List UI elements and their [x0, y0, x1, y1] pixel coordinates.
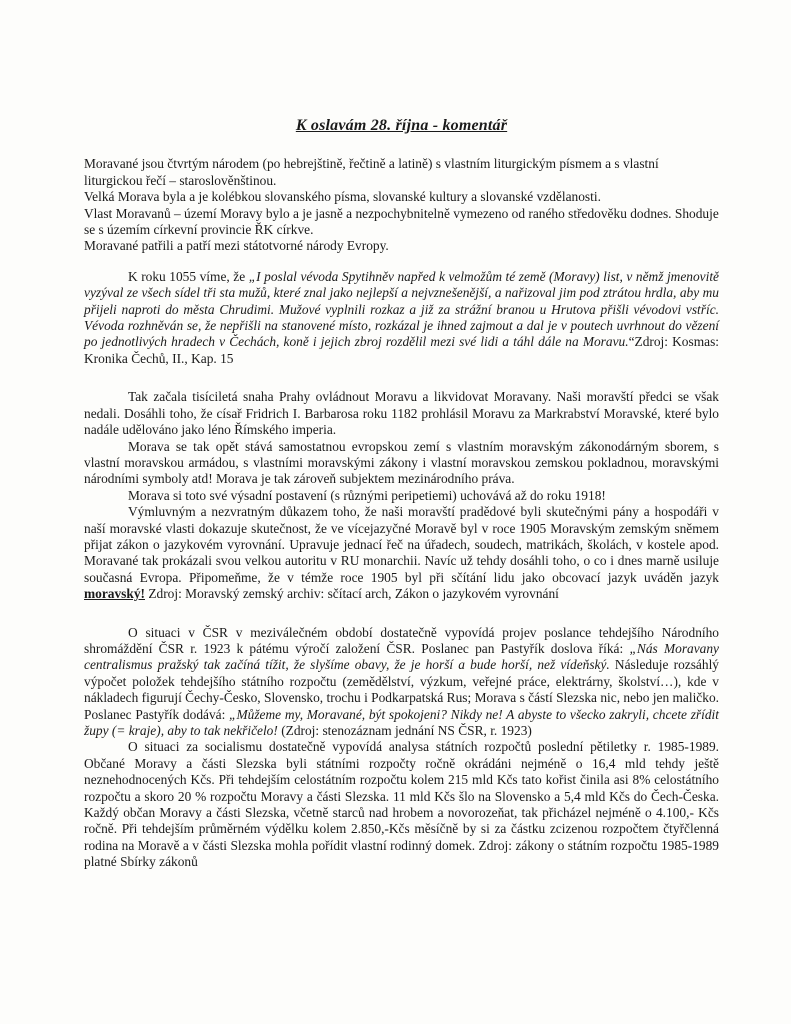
kosmas-source: “Zdroj: Kosmas: Kronika Čechů, II., Kap. 15	[84, 334, 719, 366]
pastyrik-quote-1: „Nás Moravany centralismus pražský tak začíná tížit, že slyšíme obavy, že je horší a bude horší, než vídeňský.	[84, 640, 720, 673]
paragraph-9-main: Výmluvným a nezvratným důkazem toho, že naši moravští pradědové byli skutečnými pány a hospodáři v naší moravské vlasti dokazuje skutečnost, že ve vícejazyčné Moravě byl v roce 1905 Moravským zemským sněmem přijat zákon o jazykovém vyrovnání. Upravuje jednací řeč na úřadech, soudech, matrikách, školách, v kostele apod. Moravané tak prokázali svou velkou autoritu v RU monarchii. Navíc už tehdy dosáhli toho, o co i dnes marně usiluje současná Evropa. Připomeňme, že v témže roce 1905 byl při sčítání lidu jako obcovací jazyk uváděn jazyk	[84, 504, 719, 585]
paragraph-1: Moravané jsou čtvrtým národem (po hebrejštině, řečtině a latině) s vlastním liturgickým písmem a s vlastní liturgickou řečí – staroslověnštinou.	[84, 156, 659, 188]
paragraph-10-source: (Zdroj: stenozáznam jednání NS ČSR, r. 1923)	[277, 723, 532, 738]
paragraph-11: O situaci za socialismu dostatečně vypovídá analysa státních rozpočtů poslední pětiletky r. 1985-1989. Občané Moravy a části Slezska byli státními rozpočty ročně okrádáni nejméně o 16,4 mld tehdy ještě neznehodnocených Kčs. Při tehdejším celostátním rozpočtu kolem 215 mld Kčs tato kořist činila asi 8% celostátního rozpočtu a skoro 20 % rozpočtu Moravy a části Slezska. 11 mld Kčs šlo na Slovensko a 5,4 mld Kčs do Čech-Česka. Každý občan Moravy a části Slezska, včetně starců nad hrobem a novorozeňat, tak přicházel nejméně o 4.100,- Kčs ročně. Při tehdejším průměrném výdělku kolem 2.850,-Kčs měsíčně by si za částku zcizenou rozpočtem čtyřčlenná rodina na Moravě a v části Slezska mohla pořídit vlastní rodinný domek. Zdroj: zákony o státním rozpočtu 1985-1989 platné Sbírky zákonů	[84, 739, 719, 870]
paragraph-2: Velká Morava byla a je kolébkou slovanského písma, slovanské kultury a slovanské vzdělanosti.	[84, 189, 601, 205]
paragraph-9	[84, 504, 719, 602]
paragraph-9-source: Zdroj: Moravský zemský archiv: sčítací arch, Zákon o jazykovém vyrovnání	[145, 586, 559, 602]
paragraph-5	[84, 269, 719, 367]
paragraph-8: Morava si toto své výsadní postavení (s různými peripetiemi) uchovává až do roku 1918!	[128, 487, 606, 503]
pastyrik-quote-2: „Můžeme my, Moravané, být spokojeni? Nikdy ne! A abyste to všecko zakryli, chcete zřídit župy (= kraje), aby to tak nekřičelo!	[84, 706, 719, 738]
page-title: K oslavám 28. října - komentář	[295, 117, 508, 134]
paragraph-10	[84, 625, 719, 740]
paragraph-5-intro: K roku 1055 víme, že	[128, 268, 249, 284]
kosmas-quote: „I poslal vévoda Spytihněv napřed k velmožům té země (Moravy) list, v němž jmenovitě vyzýval ze všech sídel tři sta mužů, které znal jako nejlepší a nejvznešenější, a nařizoval jim pod ztrátou hrdla, aby mu přijeli naproti do města Chrudimi. Mužové vyplnili rozkaz a již za strážní branou u Hrutova přišli vévodovi vstříc. Vévoda rozhněván se, že nepřišli na stanovené místo, rozkázal je ihned zajmout a dal je v poutech uvrhnout do vězení po jednotlivých hradech v Čechách, koně i jejich zbroj rozdělil mezi své lidi a táhl dále na Moravu.	[84, 268, 720, 350]
paragraph-10-intro: O situaci v ČSR v meziválečném období dostatečně vypovídá projev poslance tehdejšího Národního shromáždění ČSR r. 1923 k pátému výročí založení ČSR. Poslanec pan Pastyřík doslova říká:	[84, 624, 719, 656]
paragraph-3: Vlast Moravanů – území Moravy bylo a je jasně a nezpochybnitelně vymezeno od raného středověku dodnes. Shoduje se s územím církevní provincie ŘK církve.	[84, 205, 719, 238]
paragraph-7: Morava se tak opět stává samostatnou evropskou zemí s vlastním moravským zákonodárným sborem, s vlastní moravskou armádou, s vlastními moravskými zákony i vlastní moravskou zemskou pokladnou, moravskými národními symboly atd! Morava je tak zároveň subjektem mezinárodního práva.	[84, 438, 719, 487]
moravsky-emphasis: moravský!	[84, 586, 145, 602]
paragraph-4: Moravané patřili a patří mezi státotvorné národy Evropy.	[84, 238, 389, 254]
paragraph-10-middle: Následuje rozsáhlý výpočet položek tehdejšího státního rozpočtu (zemědělství, výzkum, veřejné práce, elektrárny, školství…), kde v nákladech figurují Čechy-Česko, Slovensko, trochu i Podkarpatská Rus; Morava s částí Slezska nic, nebo jen maličko. Poslanec Pastyřík dodává:	[84, 657, 719, 722]
paragraph-6: Tak začala tisíciletá snaha Prahy ovládnout Moravu a likvidovat Moravany. Naši moravští předci se však nedali. Dosáhli toho, že císař Fridrich I. Barbarosa roku 1182 prohlásil Moravu za Markrabství Moravské, které bylo nadále udělováno jako léno Římského imperia.	[84, 389, 719, 438]
